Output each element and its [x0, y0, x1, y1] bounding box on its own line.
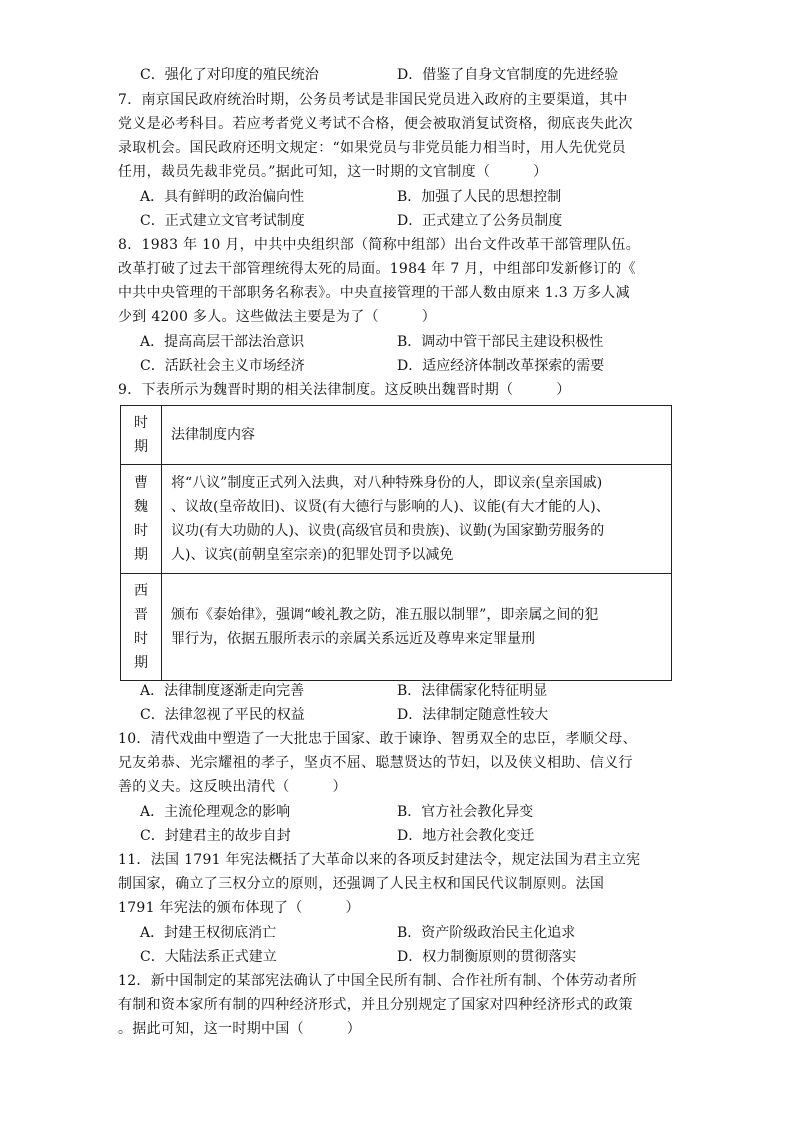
q9-option-b: B．法律儒家化特征明显: [397, 683, 548, 699]
q9-option-a: A．法律制度逐渐走向完善: [140, 683, 305, 699]
q9-stem: 9．下表所示为魏晋时期的相关法律制度。这反映出魏晋时期（ ）: [118, 382, 571, 398]
caowei-content-cell: 将“八议”制度正式列入法典，对八种特殊身份的人，即议亲(皇亲国戚) 、议故(皇帝故旧)、议贤(有大德行与影响的人)、议能(有大才能的人)、 议功(有大功勋的人)、议贵(高级官员和贵族)、议勤(为国家勤劳服务的 人)、议宾(前朝皇室宗亲)的犯罪处罚予以减免: [162, 465, 672, 574]
q11-option-b: B．资产阶级政治民主化追求: [397, 925, 576, 941]
q7-option-b: B．加强了人民的思想控制: [397, 189, 562, 205]
q8-stem-line-1: 8．1983 年 10 月，中共中央组织部（简称中组部）出台文件改革干部管理队伍。: [118, 237, 640, 253]
q11-option-c: C．大陆法系正式建立: [140, 949, 277, 965]
q6-option-c: C．强化了对印度的殖民统治: [140, 67, 319, 83]
q7-option-d: D．正式建立了公务员制度: [397, 213, 563, 229]
q7-option-c: C．正式建立文官考试制度: [140, 213, 305, 229]
q10-stem-line-3: 善的义夫。这反映出清代（ ）: [118, 779, 347, 795]
q8-option-a: A．提高高层干部法治意识: [140, 334, 305, 350]
q8-option-d: D．适应经济体制改革探索的需要: [397, 358, 605, 374]
q11-stem-line-3: 1791 年宪法的颁布体现了（ ）: [118, 900, 360, 916]
q11-option-a: A．封建王权彻底消亡: [140, 925, 277, 941]
q7-stem-line-1: 7．南京国民政府统治时期，公务员考试是非国民党员进入政府的主要渠道，其中: [118, 92, 628, 108]
table-row-caowei: [121, 465, 672, 574]
q10-option-a: A．主流伦理观念的影响: [140, 804, 291, 820]
q6-option-d: D．借鉴了自身文官制度的先进经验: [397, 67, 619, 83]
q11-option-d: D．权力制衡原则的贯彻落实: [397, 949, 577, 965]
q12-stem-line-1: 12．新中国制定的某部宪法确认了中国全民所有制、合作社所有制、个体劳动者所: [118, 973, 637, 989]
q8-option-c: C．活跃社会主义市场经济: [140, 358, 305, 374]
q9-option-c: C．法律忽视了平民的权益: [140, 707, 305, 723]
q11-stem-line-2: 制国家，确立了三权分立的原则，还强调了人民主权和国民代议制原则。法国: [118, 876, 605, 892]
q7-stem-line-2: 党义是必考科目。若应考者党义考试不合格，便会被取消复试资格，彻底丧失此次: [118, 116, 633, 132]
caowei-period-cell: 曹 魏 时 期: [121, 465, 162, 574]
q8-stem-line-4: 少到 4200 多人。这些做法主要是为了（ ）: [118, 309, 437, 325]
q8-stem-line-3: 中共中央管理的干部职务名称表》。中央直接管理的干部人数由原来 1.3 万多人减: [118, 285, 630, 301]
q10-stem-line-2: 兄友弟恭、光宗耀祖的孝子，坚贞不屈、聪慧贤达的节妇，以及侠义相助、信义行: [118, 755, 633, 771]
q10-option-c: C．封建君主的故步自封: [140, 828, 291, 844]
table-row-xijin: [121, 574, 672, 681]
q9-option-d: D．法律制定随意性较大: [397, 707, 549, 723]
q10-option-b: B．官方社会教化异变: [397, 804, 534, 820]
q8-option-b: B．调动中管干部民主建设积极性: [397, 334, 604, 350]
q8-stem-line-2: 改革打破了过去干部管理统得太死的局面。1984 年 7 月，中组部印发新修订的《: [118, 261, 636, 277]
header-period-cell: 时 期: [121, 406, 162, 465]
q7-stem-line-3: 录取机会。国民政府还明文规定：“如果党员与非党员能力相当时，用人先优党员: [118, 140, 626, 156]
xijin-period-cell: 西 晋 时 期: [121, 574, 162, 681]
q10-option-d: D．地方社会教化变迁: [397, 828, 535, 844]
xijin-content-cell: 颁布《泰始律》，强调“峻礼教之防，准五服以制罪”，即亲属之间的犯 罪行为，依据五服所表示的亲属关系远近及尊卑来定罪量刑: [162, 574, 672, 681]
table-header-row: [121, 406, 672, 465]
q7-option-a: A．具有鲜明的政治偏向性: [140, 189, 305, 205]
q11-stem-line-1: 11．法国 1791 年宪法概括了大革命以来的各项反封建法令，规定法国为君主立宪: [118, 852, 641, 868]
q10-stem-line-1: 10．清代戏曲中塑造了一大批忠于国家、敢于谏诤、智勇双全的忠臣，孝顺父母、: [118, 731, 637, 747]
q12-stem-line-2: 有制和资本家所有制的四种经济形式，并且分别规定了国家对四种经济形式的政策: [118, 997, 633, 1013]
q7-stem-line-4: 任用，裁员先裁非党员。”据此可知，这一时期的文官制度（ ）: [118, 164, 548, 180]
q12-stem-line-3: 。据此可知，这一时期中国（ ）: [118, 1021, 362, 1037]
header-content-cell: 法律制度内容: [162, 406, 672, 465]
law-table: [120, 405, 672, 681]
